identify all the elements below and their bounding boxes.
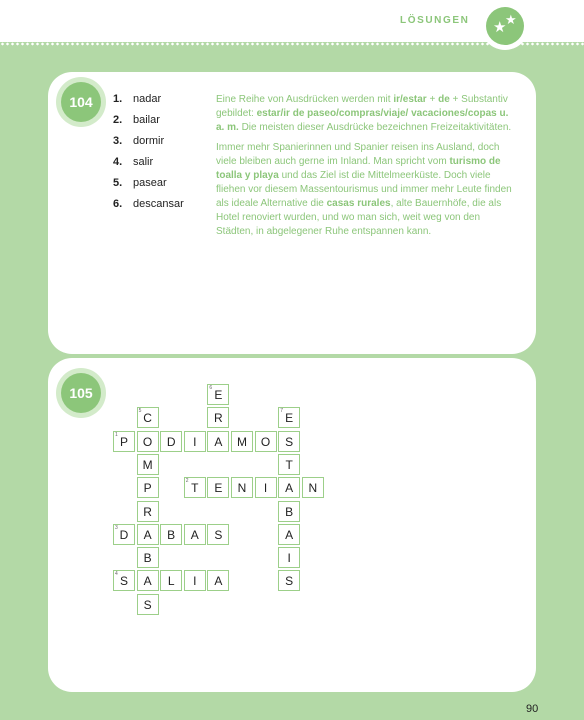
- crossword-clue-number: 1: [115, 431, 118, 438]
- crossword-cell: E: [207, 477, 229, 498]
- crossword-cell: A: [278, 524, 300, 545]
- crossword-cell: B: [278, 501, 300, 522]
- answer-word: descansar: [133, 198, 184, 210]
- crossword-cell: P: [113, 431, 135, 452]
- crossword-clue-number: 4: [115, 571, 118, 578]
- crossword-cell: I: [255, 477, 277, 498]
- answer-number: 2.: [113, 114, 123, 126]
- crossword-cell: R: [207, 407, 229, 428]
- answer-number: 5.: [113, 177, 123, 189]
- explanation-text: casas rurales: [326, 198, 391, 209]
- page-number: 90: [526, 703, 539, 715]
- crossword-cell: I: [184, 570, 206, 591]
- answer-number: 3.: [113, 135, 123, 147]
- crossword-cell: D: [160, 431, 182, 452]
- crossword-cell: A: [184, 524, 206, 545]
- explanation-text: Immer mehr Spanierinnen und Spanier reisen ins Ausland, doch viele bleiben auch gerne im Inland. Man spricht vom: [216, 142, 500, 167]
- explanation: [216, 93, 516, 245]
- explanation-text: Eine Reihe von Ausdrücken werden mit: [216, 94, 394, 105]
- crossword-clue-number: 7: [280, 408, 283, 415]
- answer-item: [113, 156, 153, 168]
- answer-word: dormir: [133, 135, 165, 147]
- crossword-cell: P: [137, 477, 159, 498]
- crossword-cell: R: [137, 501, 159, 522]
- crossword-cell: T: [278, 454, 300, 475]
- crossword-cell: S: [113, 570, 135, 591]
- crossword-cell: L: [160, 570, 182, 591]
- explanation-paragraph-1: [216, 93, 516, 135]
- crossword-cell: A: [207, 570, 229, 591]
- explanation-text: turismo de toalla y playa: [216, 156, 501, 181]
- crossword-clue-number: 5: [138, 408, 142, 415]
- answer-item: [113, 198, 184, 210]
- crossword-cell: N: [231, 477, 253, 498]
- star-icon: ★: [493, 19, 507, 36]
- crossword-cell: S: [278, 570, 300, 591]
- answer-word: salir: [133, 156, 154, 168]
- crossword-cell: E: [207, 384, 229, 405]
- crossword-cell: A: [207, 431, 229, 452]
- crossword-cell: B: [160, 524, 182, 545]
- crossword-cell: A: [137, 524, 159, 545]
- explanation-text: + Substantiv gebildet:: [216, 94, 508, 119]
- answer-item: [113, 177, 167, 189]
- answer-item: [113, 93, 161, 105]
- answer-word: nadar: [133, 93, 162, 105]
- crossword-cell: O: [255, 431, 277, 452]
- crossword-cell: S: [137, 594, 159, 615]
- exercise-104-number: 104: [61, 82, 101, 122]
- explanation-paragraph-2: [216, 141, 516, 239]
- crossword-cell: D: [113, 524, 135, 545]
- crossword-cell: T: [184, 477, 206, 498]
- crossword-cell: M: [231, 431, 253, 452]
- explanation-text: Die meisten dieser Ausdrücke bezeichnen Freizeitaktivitäten.: [238, 122, 512, 133]
- answer-word: bailar: [133, 114, 160, 126]
- answer-number: 6.: [113, 198, 123, 210]
- crossword-cell: M: [137, 454, 159, 475]
- crossword-cell: I: [184, 431, 206, 452]
- explanation-text: , alte Bauernhöfe, die als Hotel renoviert wurden, und wo man sich, weit weg von den Städten, in abgelegener Ruhe entspannen kann.: [216, 198, 502, 237]
- stars-badge: [486, 7, 524, 45]
- explanation-text: de: [438, 94, 450, 105]
- crossword-clue-number: 3: [115, 524, 118, 531]
- star-icon: ★: [505, 12, 517, 27]
- explanation-text: ir/estar: [393, 94, 427, 105]
- explanation-text: estar/ir de paseo/compras/viaje/ vacaciones/copas u. a. m.: [216, 108, 509, 133]
- crossword-cell: S: [207, 524, 229, 545]
- crossword-cell: C: [137, 407, 159, 428]
- answer-item: [113, 135, 164, 147]
- explanation-text: und das Ziel ist die Mittelmeerküste. Doch viele fliehen vor diesem Massentourismus und immer mehr Leute finden als ideale Alternative die: [216, 170, 512, 209]
- crossword-cell: O: [137, 431, 159, 452]
- answer-item: [113, 114, 160, 126]
- section-title: LÖSUNGEN: [400, 15, 470, 26]
- answer-number: 4.: [113, 156, 123, 168]
- crossword-cell: A: [137, 570, 159, 591]
- crossword-cell: A: [278, 477, 300, 498]
- crossword-cell: E: [278, 407, 300, 428]
- crossword-cell: B: [137, 547, 159, 568]
- crossword-clue-number: 6: [209, 385, 213, 391]
- explanation-text: +: [426, 94, 439, 105]
- crossword-cell: S: [278, 431, 300, 452]
- crossword-clue-number: 2: [185, 478, 189, 485]
- answer-number: 1.: [113, 93, 123, 105]
- answer-word: pasear: [133, 177, 167, 189]
- exercise-105-number: 105: [61, 373, 101, 413]
- crossword-cell: N: [302, 477, 324, 498]
- crossword-cell: I: [278, 547, 300, 568]
